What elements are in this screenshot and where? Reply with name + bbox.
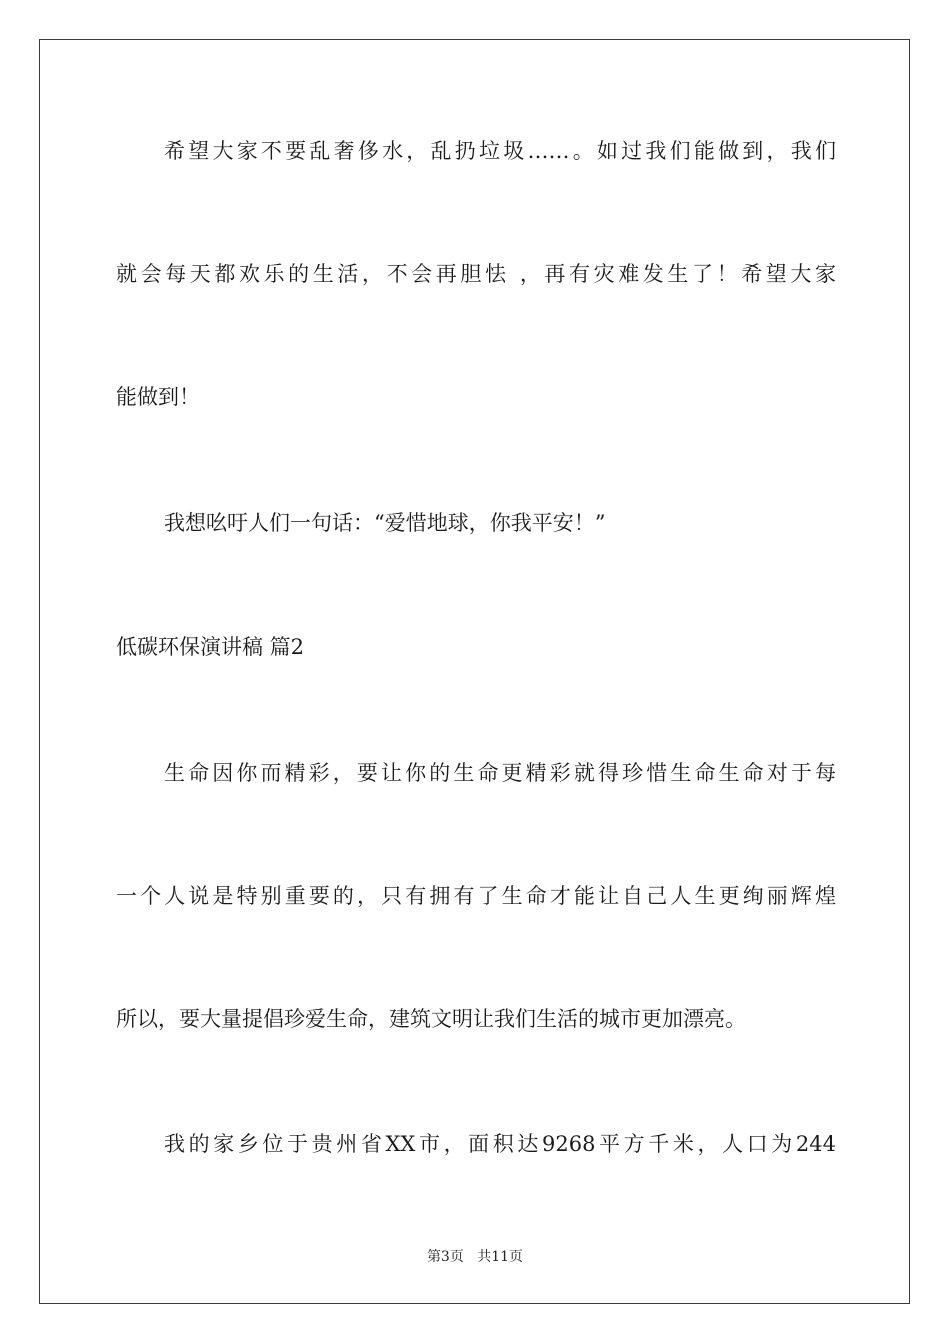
paragraph-line: 希望大家不要乱奢侈水，乱扔垃圾……。如过我们能做到，我们	[164, 139, 836, 163]
page-border	[39, 39, 910, 1304]
paragraph-line: 能做到！	[116, 385, 200, 409]
paragraph-line: 我想吆吁人们一句话：“爱惜地球，你我平安！”	[164, 511, 606, 535]
paragraph-line: 生命因你而精彩，要让你的生命更精彩就得珍惜生命生命对于每	[164, 761, 836, 785]
page-footer	[0, 1248, 950, 1266]
paragraph-line: 一个人说是特别重要的，只有拥有了生命才能让自己人生更绚丽辉煌	[116, 884, 836, 908]
paragraph-line: 所以，要大量提倡珍爱生命，建筑文明让我们生活的城市更加漂亮。	[116, 1007, 746, 1031]
paragraph-line: 我的家乡位于贵州省XX市，面积达9268平方千米，人口为244	[164, 1132, 836, 1156]
page-number: 第3页	[426, 1249, 464, 1265]
paragraph-line: 就会每天都欢乐的生活，不会再胆怯 ，再有灾难发生了！希望大家	[116, 262, 836, 286]
page-total: 共11页	[477, 1249, 524, 1265]
section-heading: 低碳环保演讲稿 篇2	[116, 635, 305, 659]
